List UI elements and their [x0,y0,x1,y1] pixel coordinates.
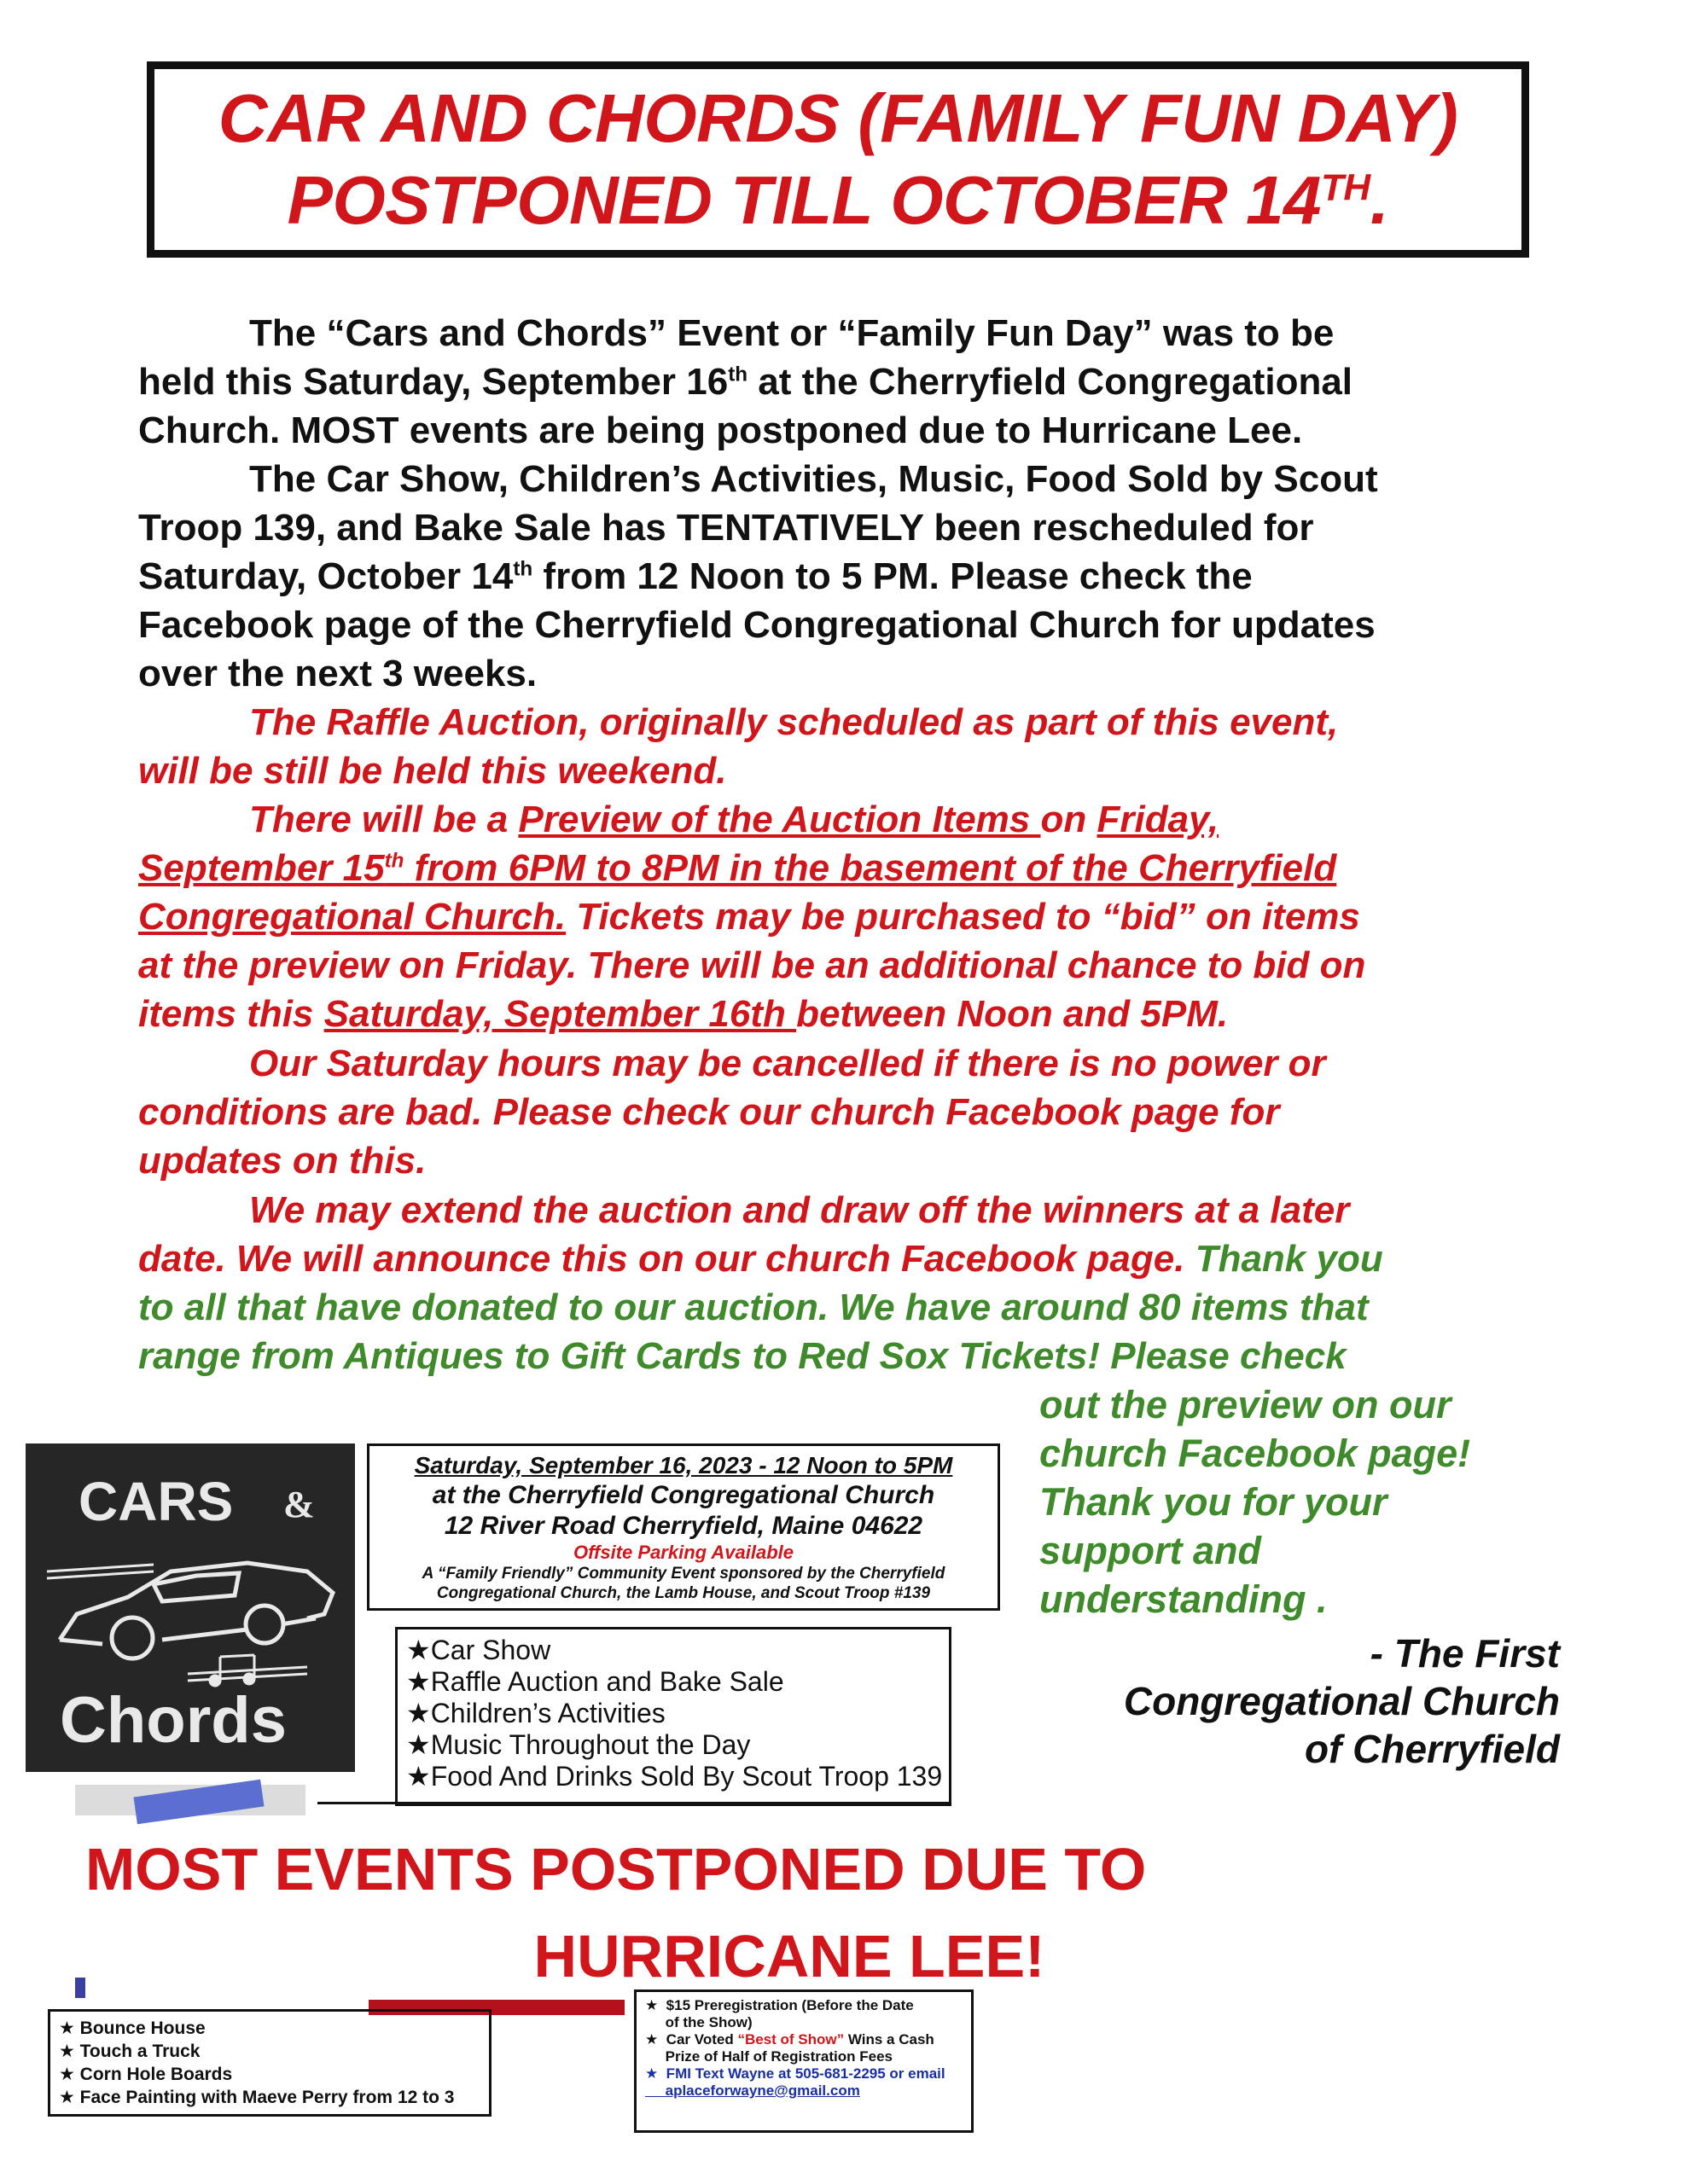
activities-list [395,1627,951,1806]
paragraph-auction-preview: There will be a Preview of the Auction Items on Friday, September 15th from 6PM to 8PM in the basement of the Cherryfield Congregational Church. Tickets may be purchased to “bid” on items at the preview on Friday. There will be an additional chance to bid on items this Saturday, September 16th between Noon and 5PM. [138,799,1366,1035]
list-item: ★Children’s Activities [406,1698,666,1728]
headline-line-2: POSTPONED TILL OCTOBER 14TH. [287,162,1389,238]
paragraph-auction-extend: We may extend the auction and draw off the winners at a later date. We will announce this on our church Facebook page. Thank you to all that have donated to our auction. We have around 80 items that range from Antiques to Gift Cards to Red Sox Tickets! Please check [138,1189,1383,1377]
paragraph-thanks-column: out the preview on our church Facebook page! Thank you for your support and understanding . [1039,1383,1471,1621]
car-info-line: ★ Car Voted “Best of Show” Wins a Cash [645,2031,934,2048]
signature-block: - The First Congregational Church of Cherryfield [1123,1631,1560,1771]
list-item: ★ Corn Hole Boards [59,2065,233,2084]
raffle-graphic-fragment [75,1785,305,1815]
list-item: ★Food And Drinks Sold By Scout Troop 139 [406,1761,943,1792]
paragraph-event-intro: The “Cars and Chords” Event or “Family Fun Day” was to be held this Saturday, September 16th at the Cherryfield Congregational Church. MOST events are being postponed due to Hurricane Lee. [138,312,1353,451]
list-item: ★ Bounce House [59,2018,206,2038]
list-item: ★Music Throughout the Day [406,1729,751,1760]
flyer-parking: Offsite Parking Available [573,1542,794,1563]
flyer-fragment-rule [317,1802,951,1809]
email-link[interactable]: aplaceforwayne@gmail.com [645,2082,860,2099]
logo-word-chords: Chords [60,1684,287,1757]
flyer-venue: at the Cherryfield Congregational Church [432,1481,935,1509]
flyer-sponsor-line-2: Congregational Church, the Lamb House, and Scout Troop #139 [436,1584,931,1602]
event-info-flyer [367,1443,1000,1611]
flyer-date-line: Saturday, September 16, 2023 - 12 Noon to 5PM [414,1452,953,1478]
car-info-line: Prize of Half of Registration Fees [645,2048,893,2065]
logo-ampersand: & [283,1484,315,1525]
kids-activities-box [48,2009,492,2117]
car-info-line: ★ FMI Text Wayne at 505-681-2295 or email [645,2065,945,2082]
cars-and-chords-logo [26,1443,355,1772]
list-item: ★ Face Painting with Maeve Perry from 12 to 3 [59,2088,455,2107]
list-item: ★ Touch a Truck [59,2042,201,2061]
logo-word-cars: CARS [79,1471,234,1532]
car-info-line: of the Show) [645,2014,753,2030]
paragraph-rescheduled: The Car Show, Children’s Activities, Music, Food Sold by Scout Troop 139, and Bake Sale has TENTATIVELY been rescheduled for Saturday, October 14th from 12 Noon to 5 PM. Please check the Facebook page of the Cherryfield Congregational Church for updates over the next 3 weeks. [138,458,1378,694]
flyer-address: 12 River Road Cherryfield, Maine 04622 [444,1512,923,1540]
headline-box [147,61,1529,258]
music-notes-icon [47,1565,307,1686]
paragraph-raffle-auction: The Raffle Auction, originally scheduled as part of this event, will be still be held this weekend. [138,701,1339,792]
raffle-ticket-icon [134,1780,265,1825]
banner-line-1: MOST EVENTS POSTPONED DUE TO [85,1836,1147,1902]
postponed-banner [85,1826,1442,2000]
banner-line-2: HURRICANE LEE! [533,1923,1045,1989]
paragraph-saturday-hours: Our Saturday hours may be cancelled if there is no power or conditions are bad. Please check our church Facebook page for updates on this. [138,1043,1326,1182]
list-item: ★Raffle Auction and Bake Sale [406,1666,784,1697]
car-show-info-box [634,1989,974,2133]
logo-artwork [26,1443,355,1772]
list-item: ★Car Show [406,1635,551,1665]
headline-line-1: CAR AND CHORDS (FAMILY FUN DAY) [218,80,1458,156]
flyer-sponsor-line-1: A “Family Friendly” Community Event sponsored by the Cherryfield [422,1565,945,1583]
car-info-line: ★ $15 Preregistration (Before the Date [645,1997,914,2013]
car-icon [60,1563,333,1658]
